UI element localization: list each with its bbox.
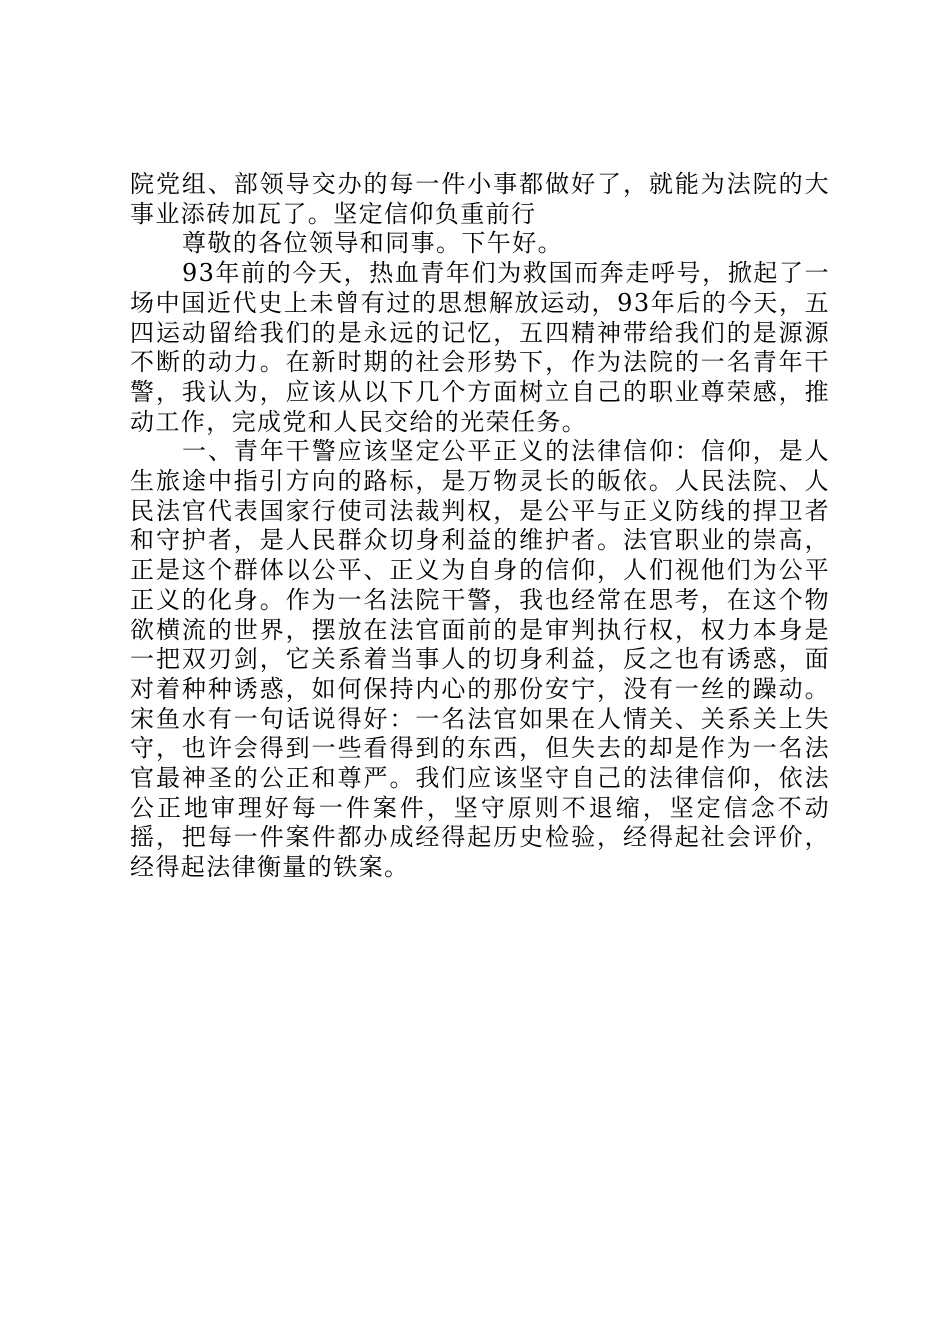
paragraph-continuation: 院党组、部领导交办的每一件小事都做好了，就能为法院的大事业添砖加瓦了。坚定信仰负重前行 [130, 170, 830, 228]
paragraph-may-fourth: 93年前的今天，热血青年们为救国而奔走呼号，掀起了一场中国近代史上未曾有过的思想解放运动，93年后的今天，五四运动留给我们的是永远的记忆，五四精神带给我们的是源源不断的动力。在新时期的社会形势下，作为法院的一名青年干警，我认为，应该从以下几个方面树立自己的职业尊荣感，推动工作，完成党和人民交给的光荣任务。 [130, 259, 830, 436]
paragraph-greeting: 尊敬的各位领导和同事。下午好。 [182, 229, 563, 258]
paragraph-section-one: 一、青年干警应该坚定公平正义的法律信仰：信仰，是人生旅途中指引方向的路标，是万物灵长的皈依。人民法院、人民法官代表国家行使司法裁判权，是公平与正义防线的捍卫者和守护者，是人民群众切身利益的维护者。法官职业的崇高，正是这个群体以公平、正义为自身的信仰，人们视他们为公平正义的化身。作为一名法院干警，我也经常在思考，在这个物欲横流的世界，摆放在法官面前的是审判执行权，权力本身是一把双刃剑，它关系着当事人的切身利益，反之也有诱惑，面对着种种诱惑，如何保持内心的那份安宁，没有一丝的躁动。宋鱼水有一句话说得好：一名法官如果在人情关、关系关上失守，也许会得到一些看得到的东西，但失去的却是作为一名法官最神圣的公正和尊严。我们应该坚守自己的法律信仰，依法公正地审理好每一件案件，坚守原则不退缩，坚定信念不动摇，把每一件案件都办成经得起历史检验，经得起社会评价，经得起法律衡量的铁案。 [130, 437, 830, 882]
document-body [130, 170, 830, 883]
